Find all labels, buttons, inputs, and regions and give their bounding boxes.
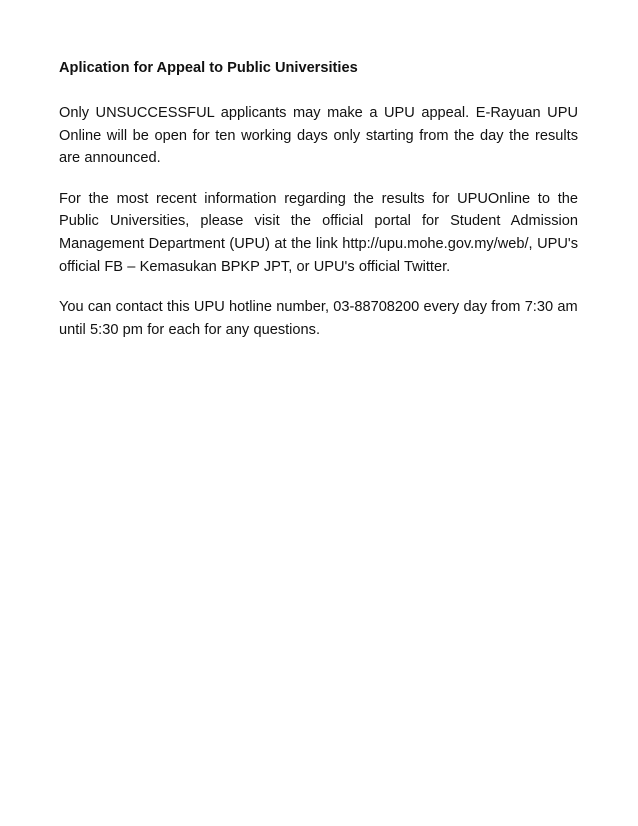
paragraph-eligibility: Only UNSUCCESSFUL applicants may make a UPU appeal. E-Rayuan UPU Online will be open for ten working days only starting from the day the results are announced. bbox=[59, 105, 578, 167]
paragraph-hotline-contact: You can contact this UPU hotline number, 03-88708200 every day from 7:30 am until 5:30 pm for each for any questions. bbox=[59, 299, 578, 338]
document-title: Aplication for Appeal to Public Universities bbox=[59, 60, 358, 76]
paragraph-information-sources: For the most recent information regarding the results for UPUOnline to the Public Universities, please visit the official portal for Student Admission Management Department (UPU) at the link http://upu.mohe.gov.my/web/, UPU's official FB – Kemasukan BPKP JPT, or UPU's official Twitter. bbox=[59, 190, 578, 275]
